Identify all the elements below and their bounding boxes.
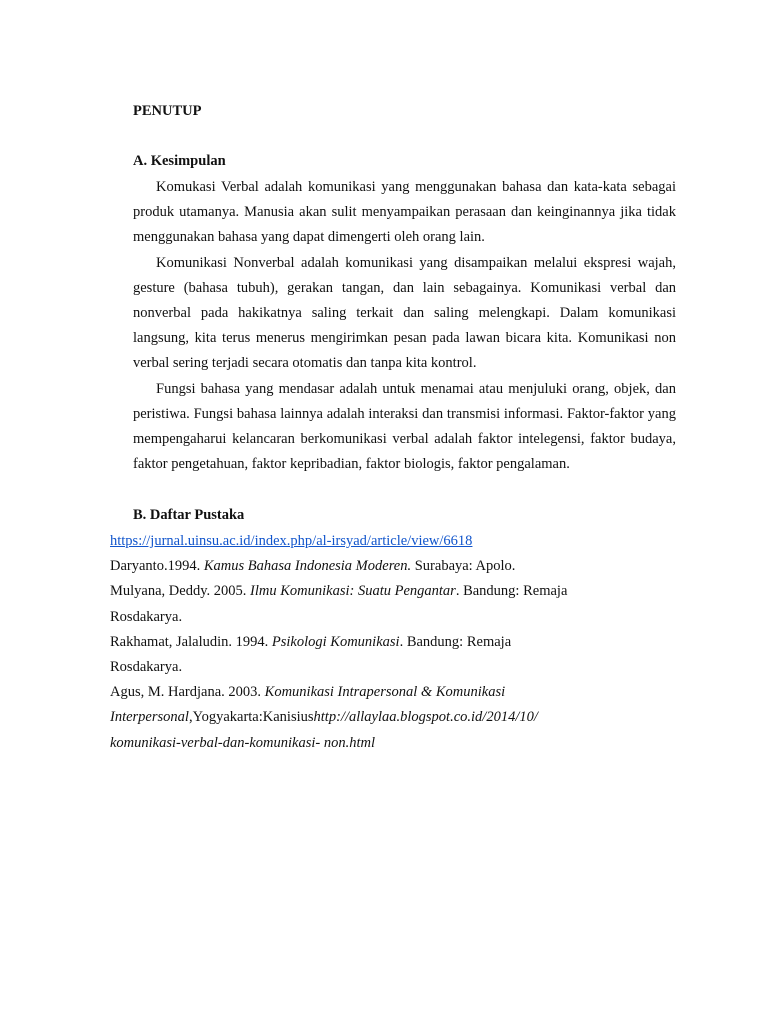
ref-title: Komunikasi Intrapersonal & Komunikasi [264,684,506,701]
ref-publisher: Rosdakarya. [110,608,183,625]
ref-title: Interpersonal [110,709,189,726]
reference-item-continued [110,731,710,756]
journal-link[interactable]: https://jurnal.uinsu.ac.id/index.php/al-irsyad/article/view/6618 [110,533,473,549]
paragraph-fungsi-bahasa: Fungsi bahasa yang mendasar adalah untuk menamai atau menjuluki orang, objek, dan peristiwa. Fungsi bahasa lainnya adalah interaksi dan transmisi informasi. Faktor-faktor yang mempengaharui kelancaran berkomunikasi verbal adalah faktor intelegensi, faktor budaya, faktor pengetahuan, faktor kepribadian, faktor biologis, faktor pengalaman. [133,380,676,473]
ref-title: Psikologi Komunikasi [271,633,400,650]
reference-item-continued [110,705,710,730]
ref-publisher: . Bandung: Remaja [399,633,512,650]
reference-item-continued [110,605,710,630]
paragraph-verbal: Komukasi Verbal adalah komunikasi yang menggunakan bahasa dan kata-kata sebagai produk utamanya. Manusia akan sulit menyampaikan perasaan dan keinginannya jika tidak menggunakan bahasa yang dapat dimengerti oleh orang lain. [133,179,676,246]
reference-item [110,630,710,655]
reference-item [110,579,710,604]
reference-item [110,680,710,705]
ref-author: Rakhamat, Jalaludin. 1994. [110,633,272,650]
ref-url: http://allaylaa.blogspot.co.id/2014/10/ [313,709,538,726]
document-title: PENUTUP [133,103,202,119]
ref-title: Kamus Bahasa Indonesia Moderen. [203,558,412,575]
ref-publisher: ,Yogyakarta:Kanisius [188,709,314,726]
ref-publisher: Surabaya: Apolo. [411,558,516,575]
ref-title: Ilmu Komunikasi: Suatu Pengantar [250,583,456,600]
paragraph-nonverbal: Komunikasi Nonverbal adalah komunikasi yang disampaikan melalui ekspresi wajah, gesture (bahasa tubuh), gerakan tangan, dan lain sebagainya. Komunikasi verbal dan nonverbal pada hakikatnya saling terkait dan saling melengkapi. Dalam komunikasi langsung, kita terus menerus mengirimkan pesan pada lawan bicara kita. Komunikasi non verbal sering terjadi secara otomatis dan tanpa kita kontrol. [133,254,676,372]
section-a-heading: A. Kesimpulan [133,153,226,169]
section-b-heading: B. Daftar Pustaka [133,507,245,523]
conclusion-paragraphs [133,175,676,477]
ref-author: Mulyana, Deddy. 2005. [110,583,251,600]
reference-item [110,554,710,579]
ref-url: komunikasi-verbal-dan-komunikasi- non.html [110,734,375,751]
ref-publisher: Rosdakarya. [110,659,183,676]
ref-publisher: . Bandung: Remaja [455,583,568,600]
reference-link-line[interactable] [110,529,710,554]
reference-item-continued [110,655,710,680]
reference-list [110,529,710,756]
ref-author: Daryanto.1994. [110,558,204,575]
ref-author: Agus, M. Hardjana. 2003. [110,684,265,701]
